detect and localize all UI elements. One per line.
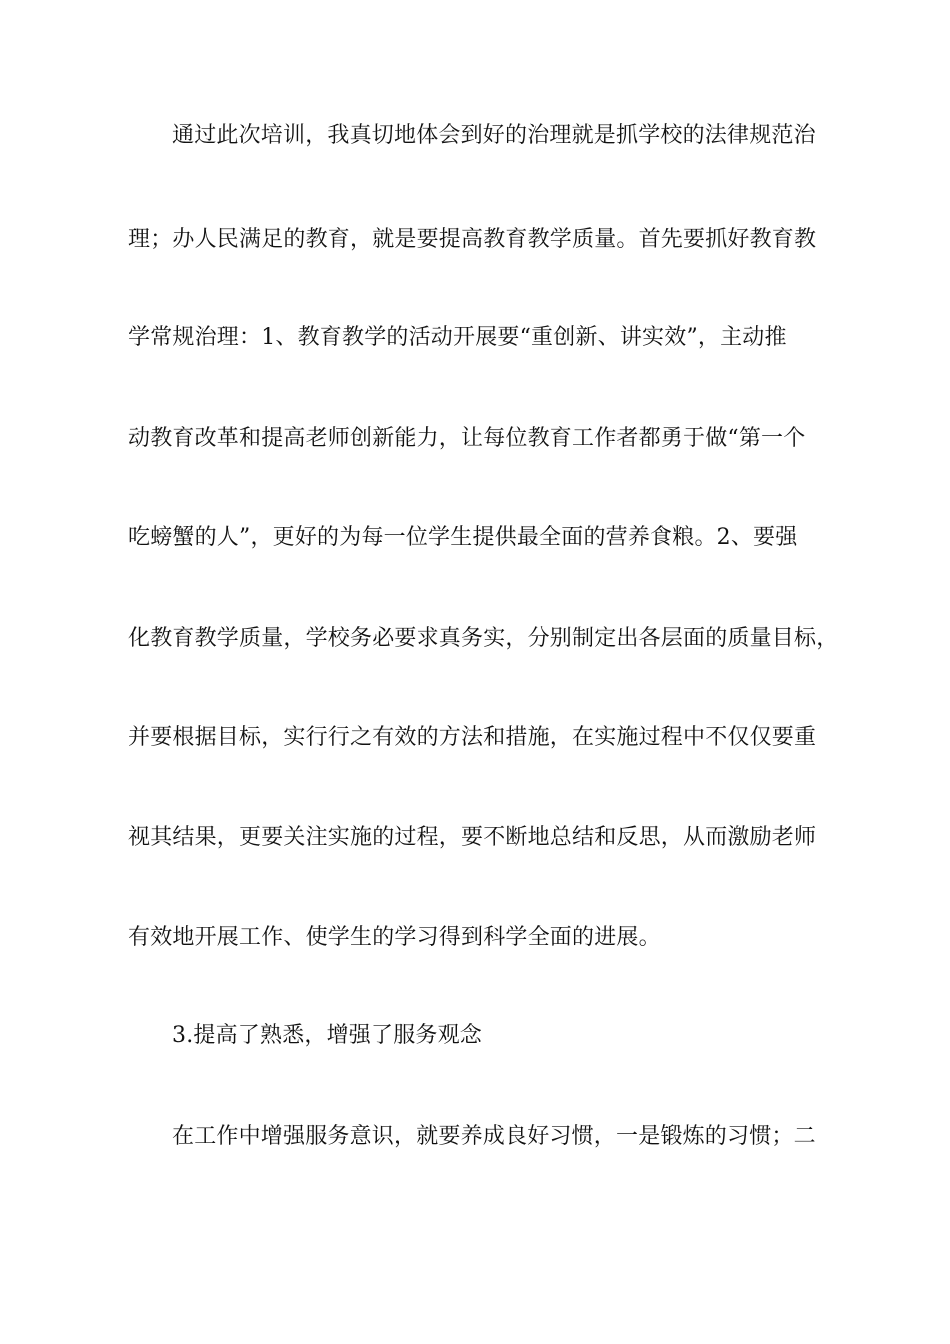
paragraph-line: 学常规治理：1、教育教学的活动开展要“重创新、讲实效”，主动推 [128,325,787,350]
paragraph-line: 化教育教学质量，学校务必要求真务实，分别制定出各层面的质量目标， [128,626,839,651]
section-heading: 3.提高了熟悉，增强了服务观念 [172,1023,482,1048]
paragraph-line: 吃螃蟹的人”，更好的为每一位学生提供最全面的营养食粮。2、要强 [128,525,798,550]
paragraph-line: 理；办人民满足的教育，就是要提高教育教学质量。首先要抓好教育教 [128,227,817,252]
paragraph-line: 在工作中增强服务意识，就要养成良好习惯，一是锻炼的习惯；二 [172,1124,816,1149]
paragraph-line: 通过此次培训，我真切地体会到好的治理就是抓学校的法律规范治 [172,123,816,148]
paragraph-line: 并要根据目标，实行行之有效的方法和措施，在实施过程中不仅仅要重 [128,725,817,750]
paragraph-line: 动教育改革和提高老师创新能力，让每位教育工作者都勇于做“第一个 [128,426,806,451]
paragraph-line: 视其结果，更要关注实施的过程，要不断地总结和反思，从而激励老师 [128,825,817,850]
paragraph-line: 有效地开展工作、使学生的学习得到科学全面的进展。 [128,925,661,950]
